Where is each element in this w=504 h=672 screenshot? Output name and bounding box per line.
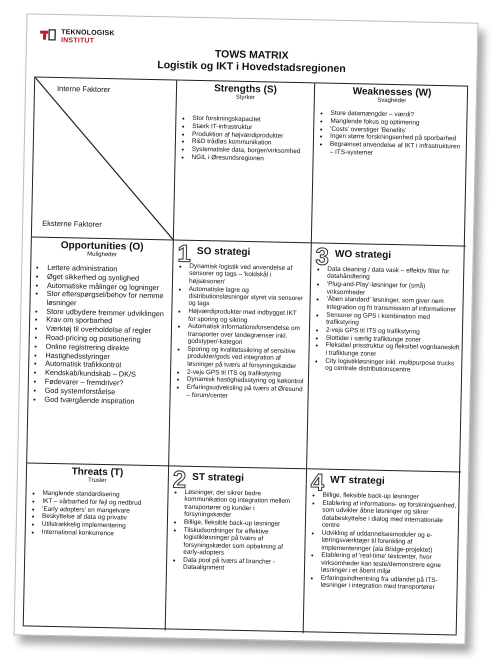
list-item: • Utilstrækkelig implementering bbox=[42, 521, 163, 531]
list-item: • Værktøj til overholdelse af regler bbox=[46, 325, 167, 336]
institute-logo-icon bbox=[39, 29, 57, 41]
weaknesses-subtitle: Svagheder bbox=[377, 97, 407, 105]
title-line-1: TOWS MATRIX bbox=[214, 48, 289, 62]
list-item: • Ingen større forskningsenhed på sporbarhed bbox=[330, 133, 464, 143]
external-factors-label: Eksterne Faktorer bbox=[42, 218, 102, 229]
list-item: • Billige, fleksible back-up løsninger bbox=[322, 492, 456, 502]
opportunities-list bbox=[28, 263, 172, 406]
list-item: • Erfaringsudveksling på tværs af Øresund – forum/center bbox=[187, 384, 304, 401]
corner-cell bbox=[32, 78, 177, 241]
strategy-number-3: 3 bbox=[315, 243, 330, 271]
list-item: • Begrænset anvendelse af IKT i infrastrukturen – ITS-systemer bbox=[330, 141, 464, 159]
list-item: • Systematiske data, borger/virksomhed bbox=[192, 146, 309, 156]
strategy-number-2: 2 bbox=[172, 466, 187, 494]
wo-strategy-title: WO strategi bbox=[334, 248, 392, 262]
document-sheet bbox=[14, 13, 479, 644]
list-item: • Automatisk informationsforsendelse om transporter over landegrænser inkl. godstyper/-kategori bbox=[188, 323, 305, 348]
list-item: • Road-pricing og positionering bbox=[46, 334, 167, 345]
wt-strategy-title: WT strategi bbox=[330, 474, 385, 487]
strategy-number-4: 4 bbox=[310, 469, 325, 497]
list-item: • Stor forskningskapacitet bbox=[192, 115, 309, 125]
strategy-number-1: 1 bbox=[177, 240, 192, 268]
wo-strategy-list bbox=[309, 265, 465, 375]
wt-strategy-list bbox=[305, 491, 461, 592]
st-strategy-title: ST strategi bbox=[192, 471, 245, 484]
strengths-cell bbox=[174, 81, 315, 244]
weaknesses-cell bbox=[312, 83, 469, 246]
list-item: • Løsninger, der sikrer bedre kommunikation og integration mellem transportører og kunder i forsyningskæder bbox=[184, 489, 302, 521]
list-item: • 2-vejs GPS til ITS og trafikstyring bbox=[187, 368, 304, 378]
list-item: • Stor efterspørgsel/behov for nemme løsninger bbox=[46, 290, 167, 309]
list-item: • 'Early adopters' en mangelvare bbox=[42, 505, 163, 515]
list-item: • Billige, fleksible back-up løsninger bbox=[184, 519, 301, 529]
list-item: • Etablering af informations- og forskningsenhed, som udvikler åbne løsninger og sikrer databeskyttelse i dialog med internationale centre bbox=[322, 499, 457, 531]
list-item: • Fødevarer – fremdriver? bbox=[45, 378, 166, 389]
list-item: • NGIL i Øresundsregionen bbox=[192, 154, 309, 164]
list-item: • Fleksibel prisstruktur og fleksibel vognbaneskift i trafiktunge zoner bbox=[325, 342, 459, 360]
list-item: • Sensorer og GPS i kombination med trafikstyring bbox=[326, 311, 460, 329]
list-item: • Slottider i særlig trafiktunge zoner bbox=[326, 334, 460, 344]
list-item: • IKT – sårbarhed for fejl og nedbrud bbox=[42, 498, 163, 508]
strengths-subtitle: Styrker bbox=[235, 94, 255, 102]
list-item: • 2-vejs GPS til ITS og trafikstyring bbox=[326, 326, 460, 336]
list-item: • Stærk IT-infrastruktur bbox=[192, 123, 309, 133]
list-item: • Krav om sporbarhed bbox=[46, 316, 167, 327]
list-item: • City logistikløsninger inkl. multipurpose trucks og centrale distributionscentre bbox=[325, 357, 459, 375]
list-item: • R&D trådløs kommunikation bbox=[192, 138, 309, 148]
list-item: • 'Costs' overstiger 'Benefits' bbox=[330, 125, 464, 135]
list-item: • International konkurrence bbox=[42, 529, 163, 539]
list-item: • Produktion af højværdiprodukter bbox=[192, 130, 309, 140]
list-item: • Hastighedsstyringer bbox=[45, 351, 166, 362]
diagonal-divider bbox=[32, 78, 177, 241]
list-item: • Automatisk trafikkontrol bbox=[45, 360, 166, 371]
list-item: • Højværdiprodukter med indbygget IKT for sporing og sikring bbox=[188, 308, 305, 325]
internal-factors-label: Interne Faktorer bbox=[56, 83, 111, 95]
list-item: • Etablering af 'real-time' testcenter, hvor virksomheder kan teste/demonstrere egne løsninger i et åbent miljø bbox=[321, 552, 455, 577]
wo-strategy-cell bbox=[307, 243, 466, 472]
tows-matrix bbox=[23, 77, 468, 636]
threats-list bbox=[26, 489, 168, 538]
logo-line-2: INSTITUT bbox=[60, 37, 95, 45]
logo-line-1: TEKNOLOGISK bbox=[61, 29, 115, 38]
list-item: • Øget sikkerhed og synlighed bbox=[47, 273, 168, 284]
title-line-2: Logistik og IKT i Hovedstadsregionen bbox=[157, 59, 346, 76]
list-item: • Online registrering direkte bbox=[45, 343, 166, 354]
strengths-list bbox=[176, 114, 314, 163]
list-item: • Lettere administration bbox=[47, 264, 168, 275]
list-item: • Data pool på tværs af brancher - Dataalignment bbox=[183, 557, 300, 574]
st-strategy-cell bbox=[166, 466, 307, 633]
list-item: • Automatiske målinger og logninger bbox=[47, 281, 168, 292]
weaknesses-list bbox=[314, 109, 469, 158]
list-item: • Tilskudsordninger for effektive logistikløsninger på tværs af forsyningskæder som opbakning af early-adopters bbox=[183, 527, 301, 559]
list-item: • 'Åben standard' løsninger, som giver nem integration og fri transmission af informationer bbox=[326, 296, 460, 314]
wt-strategy-cell bbox=[304, 469, 461, 636]
strengths-title: Strengths (S) bbox=[214, 83, 278, 96]
list-item: • Erfaringsindhentning fra udlandet på ITS-løsninger i integration med transportører bbox=[321, 575, 455, 593]
list-item: • Kendskab/kundskab – DK/S bbox=[45, 369, 166, 380]
list-item: • Udvikling af uddannelsesmoduler og e-læringsværktøjer til forenkling af implementeringer (ala Bridge-projektet) bbox=[321, 529, 455, 554]
logo bbox=[39, 29, 115, 47]
list-item: • Store udbydere fremmer udviklingen bbox=[46, 307, 167, 318]
threats-cell bbox=[24, 463, 169, 630]
list-item: • Data cleaning / data vask – effektiv filter for datahåndtering bbox=[327, 266, 461, 284]
opportunities-cell bbox=[27, 237, 174, 466]
st-strategy-list bbox=[167, 488, 306, 573]
list-item: • Sporing og kvalitetssikring af sensitive produkter/gods ved integration af løsninger på tværs af forsyningskæder bbox=[187, 346, 304, 371]
list-item: • God tværgående inspiration bbox=[44, 395, 165, 406]
list-item: • Dynamisk hastighedsstyring og køkontrol bbox=[187, 376, 304, 386]
list-item: • Beskyttelse af data og privativ bbox=[42, 513, 163, 523]
so-strategy-cell bbox=[169, 240, 312, 469]
list-item: • Manglende standardisering bbox=[42, 490, 163, 500]
list-item: • Store datamængder – værdi? bbox=[330, 110, 464, 120]
so-strategy-title: SO strategi bbox=[196, 245, 251, 259]
page-title bbox=[26, 44, 476, 77]
weaknesses-title: Weaknesses (W) bbox=[352, 86, 432, 99]
opportunities-title: Opportunities (O) bbox=[60, 240, 144, 253]
so-strategy-list bbox=[171, 262, 311, 401]
threats-title: Threats (T) bbox=[71, 466, 124, 479]
list-item: • God systemforståelse bbox=[45, 387, 166, 398]
list-item: • Dynamisk logistik ved anvendelse af sensorer og tags – 'koldskål i højsæsonen' bbox=[189, 263, 306, 288]
threats-subtitle: Trusler bbox=[87, 477, 107, 485]
list-item: • Manglende fokus og optimering bbox=[330, 118, 464, 128]
list-item: • 'Plug-and-Play'-løsninger for (små) virksomheder bbox=[327, 281, 461, 299]
opportunities-subtitle: Muligheder bbox=[87, 251, 117, 259]
list-item: • Automatiske lagre og distributionsløsninger styret via sensorer og tags bbox=[188, 285, 305, 310]
